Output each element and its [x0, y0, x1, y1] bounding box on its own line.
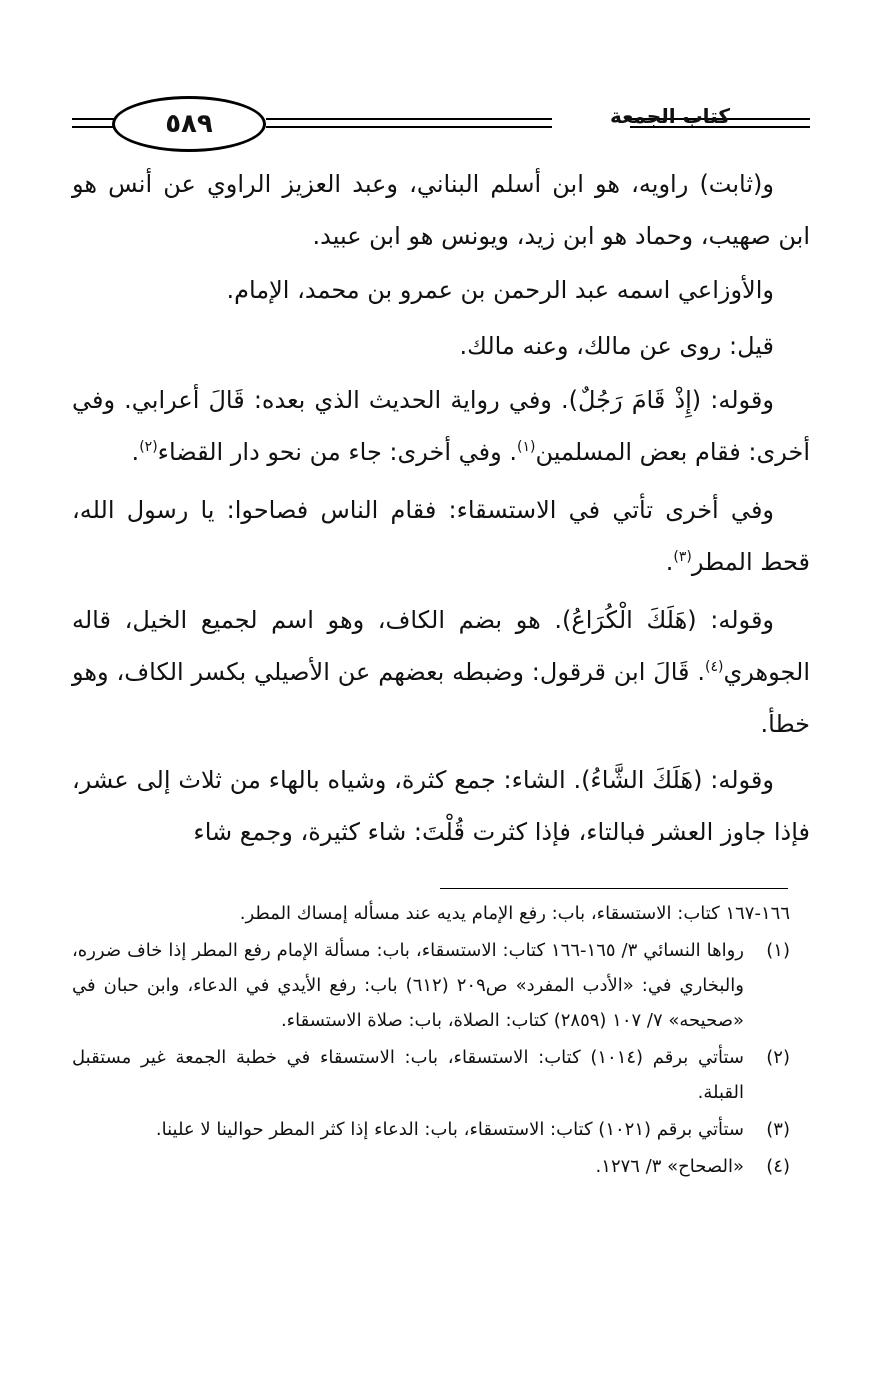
- paragraph-1: و(ثابت) راويه، هو ابن أسلم البناني، وعبد العزيز الراوي عن أنس هو ابن صهيب، وحماد هو ابن زيد، ويونس هو ابن عبيد.: [72, 170, 810, 250]
- footnote-text: ستأتي برقم (١٠١٤) كتاب: الاستسقاء، باب: الاستسقاء في خطبة الجمعة غير مستقبل القبلة.: [72, 1047, 744, 1103]
- paragraph-4-text-a: وقوله: (إِذْ قَامَ رَجُلٌ). وفي رواية الحديث الذي بعده: قَالَ أعرابي. وفي أخرى: فقام بعض المسلمين: [72, 386, 810, 466]
- footnote-continuation: ١٦٦-١٦٧ كتاب: الاستسقاء، باب: رفع الإمام يديه عند مسأله إمساك المطر.: [239, 903, 790, 924]
- footnote-1: [72, 933, 790, 1038]
- footnote-number: (١): [766, 940, 790, 961]
- paragraph-4: [72, 374, 810, 478]
- chapter-title: كتاب الجمعة: [610, 104, 730, 128]
- paragraph-6: [72, 594, 810, 750]
- footnote-text: ستأتي برقم (١٠٢١) كتاب: الاستسقاء، باب: الدعاء إذا كثر المطر حوالينا لا علينا.: [155, 1119, 744, 1140]
- footnotes: [72, 896, 790, 1186]
- footnote-ref-3[interactable]: (٣): [673, 549, 692, 565]
- footnote-separator: [440, 888, 788, 889]
- running-header: [70, 90, 810, 150]
- header-rule-middle: [266, 118, 552, 128]
- footnote-3: [72, 1112, 790, 1147]
- footnote-text: رواها النسائي ٣/ ١٦٥-١٦٦ كتاب: الاستسقاء، باب: مسألة الإمام رفع المطر إذا خاف ضرره، والبخاري في: «الأدب المفرد» ص٢٠٩ (٦١٢) باب: رفع الأيدي في الدعاء، وابن حبان في «صحيحه» ٧/ ١٠٧ (٢٨٥٩) كتاب: الصلاة، باب: صلاة الاستسقاء.: [72, 940, 744, 1031]
- footnote-number: (٣): [766, 1119, 790, 1140]
- paragraph-6-text-b: . قَالَ ابن قرقول: وضبطه بعضهم عن الأصيلي بكسر الكاف، وهو خطأ.: [72, 658, 810, 738]
- paragraph-6-text-a: وقوله: (هَلَكَ الْكُرَاعُ). هو بضم الكاف، وهو اسم لجميع الخيل، قاله الجوهري: [72, 606, 810, 686]
- paragraph-7: وقوله: (هَلَكَ الشَّاءُ). الشاء: جمع كثرة، وشياه بالهاء من ثلاث إلى عشر، فإذا جاوز العشر فبالتاء، فإذا كثرت قُلْتَ: شاء كثيرة، وجمع شاء: [72, 766, 810, 846]
- footnote-ref-4[interactable]: (٤): [704, 659, 724, 675]
- paragraph-4-text-b: . وفي أخرى: جاء من نحو دار القضاء: [157, 438, 517, 466]
- footnote-4: [72, 1149, 790, 1184]
- paragraph-2: والأوزاعي اسمه عبد الرحمن بن عمرو بن محمد، الإمام.: [226, 276, 774, 304]
- page-number: ٥٨٩: [112, 96, 266, 152]
- footnote-2: [72, 1040, 790, 1110]
- main-text: [72, 158, 810, 858]
- paragraph-5-text-a: وفي أخرى تأتي في الاستسقاء: فقام الناس فصاحوا: يا رسول الله، قحط المطر: [72, 496, 810, 576]
- footnote-text: «الصحاح» ٣/ ١٢٧٦.: [595, 1156, 744, 1177]
- footnote-ref-2[interactable]: (٢): [139, 439, 158, 455]
- footnote-number: (٤): [766, 1156, 790, 1177]
- footnote-ref-1[interactable]: (١): [516, 439, 536, 455]
- paragraph-4-text-c: .: [131, 438, 140, 466]
- footnote-number: (٢): [766, 1047, 790, 1068]
- paragraph-3: قيل: روى عن مالك، وعنه مالك.: [459, 332, 774, 360]
- paragraph-5: [72, 484, 810, 588]
- paragraph-5-text-b: .: [665, 548, 674, 576]
